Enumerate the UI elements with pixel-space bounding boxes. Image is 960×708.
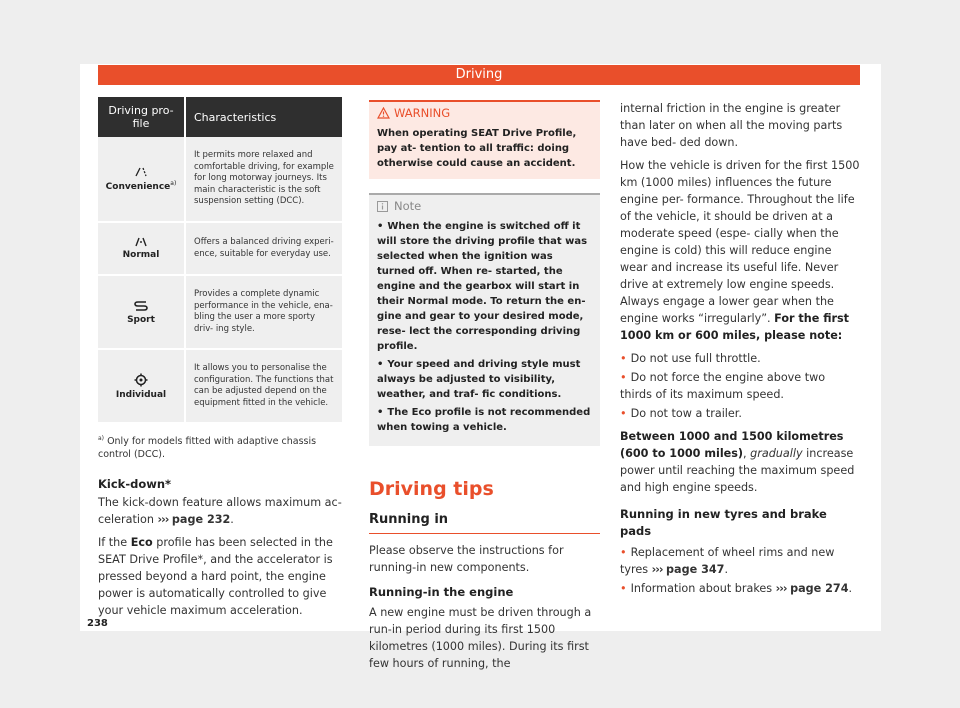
profile-desc-individual: It allows you to personalise the configuration. The functions that can be adjusted depend on the equipment fitted in the vehicle. (185, 349, 342, 423)
tyres-heading: Running in new tyres and brake pads (620, 507, 827, 538)
column-left (98, 97, 342, 625)
engine-heading: Running-in the engine (369, 585, 514, 599)
list-item: • Do not tow a trailer. (620, 407, 742, 420)
note-title: Note (394, 199, 422, 213)
table-row (98, 137, 342, 222)
warning-box (369, 100, 600, 179)
info-icon (377, 201, 388, 212)
kickdown-heading: Kick-down* (98, 477, 172, 492)
normal-icon (134, 237, 148, 247)
profile-desc-normal: Offers a balanced driving experi- ence, suitable for everyday use. (185, 222, 342, 275)
column-middle (369, 100, 600, 678)
paragraph: How the vehicle is driven for the first 1500 km (1000 miles) influences the future engine per- formance. Throughout the life of the vehicle, it should be driven at a moderate speed (espe- cially when the engine is cold) this will reduce engine wear and increase its useful life. Never drive at extremely low engine speeds. Always engage a lower gear when the engine works “irregularly”. For the first 1000 km or 600 miles, please note: (620, 159, 860, 342)
table-footnote: $^{a)}$ Only for models fitted with adaptive chassis control (DCC). (98, 435, 317, 461)
page-header: Driving (98, 65, 860, 85)
subsection-title-running-in: Running in (369, 512, 600, 534)
column-right (620, 100, 860, 603)
driving-profiles-table (98, 97, 342, 424)
paragraph: Between 1000 and 1500 kilometres (600 to 1000 miles), gradually increase power until reaching the maximum speed and high engine speeds. (620, 430, 855, 494)
list-item: • Information about brakes ››› page 274. (620, 582, 853, 595)
kickdown-body: The kick-down feature allows maximum ac- celeration ››› page 232. If the Eco profile has been selected in the SEAT Drive Profile*, and the accelerator is pressed beyond a hard point, the engine power is automatically controlled to give your vehicle maximum acceleration. (98, 496, 342, 618)
tyres-list (620, 544, 860, 597)
footnote-marker: a) (170, 179, 177, 187)
table-row (98, 222, 342, 275)
warning-text: When operating SEAT Drive Profile, pay at- tention to all traffic: doing otherwise could cause an accident. (377, 128, 577, 169)
table-row (98, 349, 342, 423)
profile-desc-convenience: It permits more relaxed and comfortable driving, for example for long motorway journeys. Its main characteristic is the soft suspension setting (DCC). (185, 137, 342, 222)
page-ref-232[interactable]: page 232 (171, 513, 231, 527)
list-item: • Do not use full throttle. (620, 352, 761, 365)
warning-title: WARNING (394, 106, 451, 120)
warning-icon (377, 107, 390, 119)
sport-icon (133, 300, 149, 312)
note-box (369, 193, 600, 446)
page-ref-274[interactable]: page 274 (790, 582, 849, 595)
list-item: • Do not force the engine above two thirds of its maximum speed. (620, 371, 826, 401)
note-item: • Your speed and driving style must always be adjusted to visibility, weather, and traf- fic conditions. (377, 359, 581, 400)
profile-desc-sport: Provides a complete dynamic performance in the vehicle, ena- bling the user a more sporty driv- ing style. (185, 275, 342, 349)
convenience-icon (134, 167, 148, 177)
profile-name-individual: Individual (115, 389, 167, 400)
table-row (98, 275, 342, 349)
paragraph: internal friction in the engine is greater than later on when all the moving parts have bed- ded down. (620, 102, 843, 149)
section-title-driving-tips: Driving tips (369, 478, 494, 500)
list-item: • Replacement of wheel rims and new tyres ››› page 347. (620, 546, 835, 576)
table-header-characteristics: Characteristics (185, 97, 342, 137)
profile-name-normal: Normal (122, 250, 160, 260)
page-ref-347[interactable]: page 347 (666, 563, 725, 576)
cross-ref-arrows: ››› (157, 513, 169, 527)
note-item: • When the engine is switched off it will store the driving profile that was selected when the ignition was turned off. When re- started, the engine and the gearbox will start in their Normal mode. To return the en- gine and gear to your desired mode, rese- lect the corresponding driving profile. (377, 221, 588, 352)
profile-name-convenience: Convenience (105, 181, 171, 192)
page-number: 238 (87, 618, 108, 629)
first-1000km-list (620, 350, 860, 422)
table-header-profile: Driving pro- file (98, 97, 185, 137)
note-item: • The Eco profile is not recommended when towing a vehicle. (377, 407, 591, 433)
profile-name-sport: Sport (127, 314, 155, 325)
individual-icon (134, 373, 148, 387)
running-in-body: Please observe the instructions for running-in new components. Running-in the engine A new engine must be driven through a run-in period during its first 1500 kilometres (1000 miles). During its first few hours of running, the (369, 542, 600, 672)
